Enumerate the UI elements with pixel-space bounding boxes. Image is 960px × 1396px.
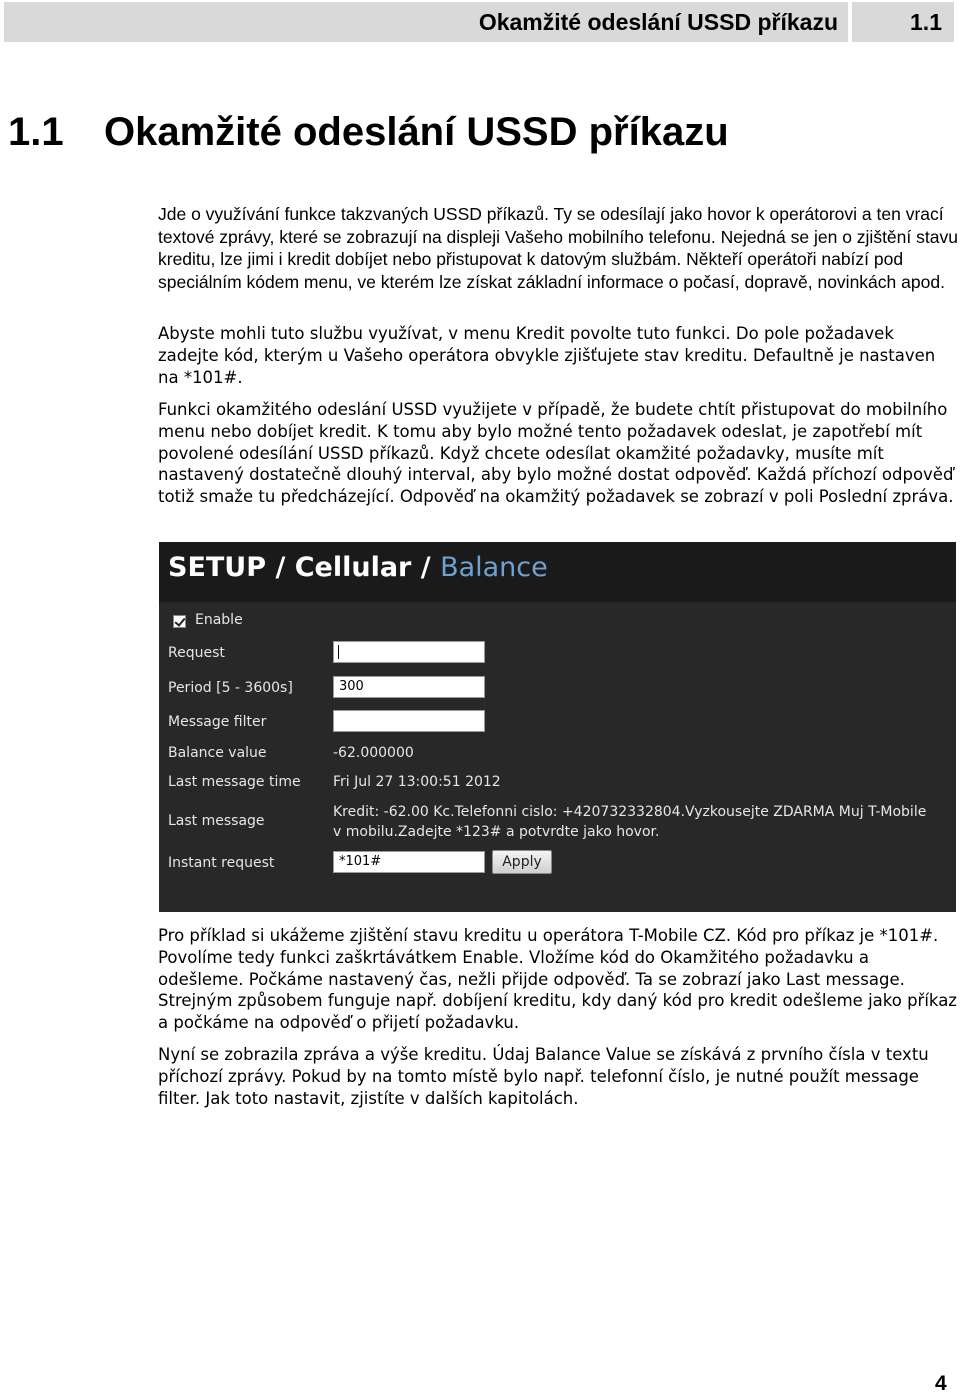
title-setup: SETUP: [168, 552, 267, 583]
section-heading-title: Okamžité odeslání USSD příkazu: [104, 110, 729, 154]
period-input[interactable]: 300: [333, 676, 485, 698]
paragraph-example: Pro příklad si ukážeme zjištění stavu kreditu u operátora T-Mobile CZ. Kód pro příkaz je *101#. Povolíme tedy funkci zaškrtávátkem Enable. Vložíme kód do Okamžitého požadavku a odešleme. Počkáme nastavený čas, nežli přijde odpověď. Ta se zobrazí jako Last message. Strejným způsobem funguje např. dobíjení kreditu, kdy daný kód pro kredit odešleme jako příkaz a počkáme na odpověď o přijetí požadavku.: [158, 926, 957, 1033]
header-section-number: 1.1: [852, 2, 954, 42]
instant-request-label: Instant request: [168, 855, 275, 871]
period-label: Period [5 - 3600s]: [168, 680, 293, 696]
last-message-time-label: Last message time: [168, 774, 301, 790]
running-header: [0, 0, 960, 46]
paragraph-instant: Funkci okamžitého odeslání USSD využijete v případě, že budete chtít přistupovat do mobilního menu nebo dobíjet kredit. K tomu aby bylo možné tento požadavek odeslat, je zapotřebí mít povolené odesílání USSD příkazů. Když chcete odesílat okamžité požadavky, musíte mít nastavený dostatečně dlouhý interval, aby bylo možné dostat odpověď. Každá příchozí odpověď totiž smaže tu předcházející. Odpověď na okamžitý požadavek se zobrazí v poli Poslední zpráva.: [158, 400, 954, 507]
message-filter-input[interactable]: [333, 710, 485, 732]
header-title: Okamžité odeslání USSD příkazu: [4, 2, 848, 42]
text-caret: [338, 645, 339, 659]
balance-value: -62.000000: [333, 745, 414, 761]
section-heading-number: 1.1: [8, 110, 64, 154]
title-separator: /: [420, 552, 431, 583]
last-message-label: Last message: [168, 813, 265, 829]
paragraph-intro: Jde o využívání funkce takzvaných USSD příkazů. Ty se odesílají jako hovor k operátorovi a ten vrací textové zprávy, které se zobrazují na displeji Vašeho mobilního telefonu. Nejedná se jen o zjištění stavu kreditu, lze jimi i kredit dobíjet nebo přistupovat k datovým službám. Někteří operátoři nabízí pod speciálním kódem menu, ve kterém lze získat základní informace o počasí, dopravě, novinkách apod.: [158, 204, 958, 292]
page-number: 4: [935, 1372, 947, 1395]
message-filter-label: Message filter: [168, 714, 267, 730]
title-balance: Balance: [440, 552, 548, 583]
section-heading: [8, 110, 729, 155]
enable-checkbox[interactable]: [173, 615, 186, 628]
balance-value-label: Balance value: [168, 745, 267, 761]
title-separator: /: [275, 552, 286, 583]
last-message-text: Kredit: -62.00 Kc.Telefonni cislo: +420732332804.Vyzkousejte ZDARMA Muj T-Mobile v mobilu.Zadejte *123# a potvrdte jako hovor.: [333, 804, 927, 840]
apply-button[interactable]: Apply: [492, 850, 552, 874]
enable-label: Enable: [195, 612, 243, 628]
paragraph-enable: Abyste mohli tuto službu využívat, v menu Kredit povolte tuto funkci. Do pole požadavek zadejte kód, kterým u Vašeho operátora obvykle zjišťujete stav kreditu. Defaultně je nastaven na *101#.: [158, 324, 936, 387]
paragraph-result: Nyní se zobrazila zpráva a výše kreditu. Údaj Balance Value se získává z prvního čísla v textu příchozí zprávy. Pokud by na tomto místě bylo např. telefonní číslo, je nutné použít message filter. Jak toto nastavit, zjistíte v dalších kapitolách.: [158, 1045, 929, 1108]
title-cellular: Cellular: [294, 552, 412, 583]
screenshot-form: [159, 602, 956, 912]
request-input[interactable]: [333, 641, 485, 663]
last-message-time: Fri Jul 27 13:00:51 2012: [333, 774, 501, 790]
balance-settings-screenshot: [159, 542, 956, 912]
instant-request-input[interactable]: *101#: [333, 851, 485, 873]
screenshot-header: [159, 542, 956, 602]
screenshot-title: [168, 552, 548, 583]
request-label: Request: [168, 645, 225, 661]
